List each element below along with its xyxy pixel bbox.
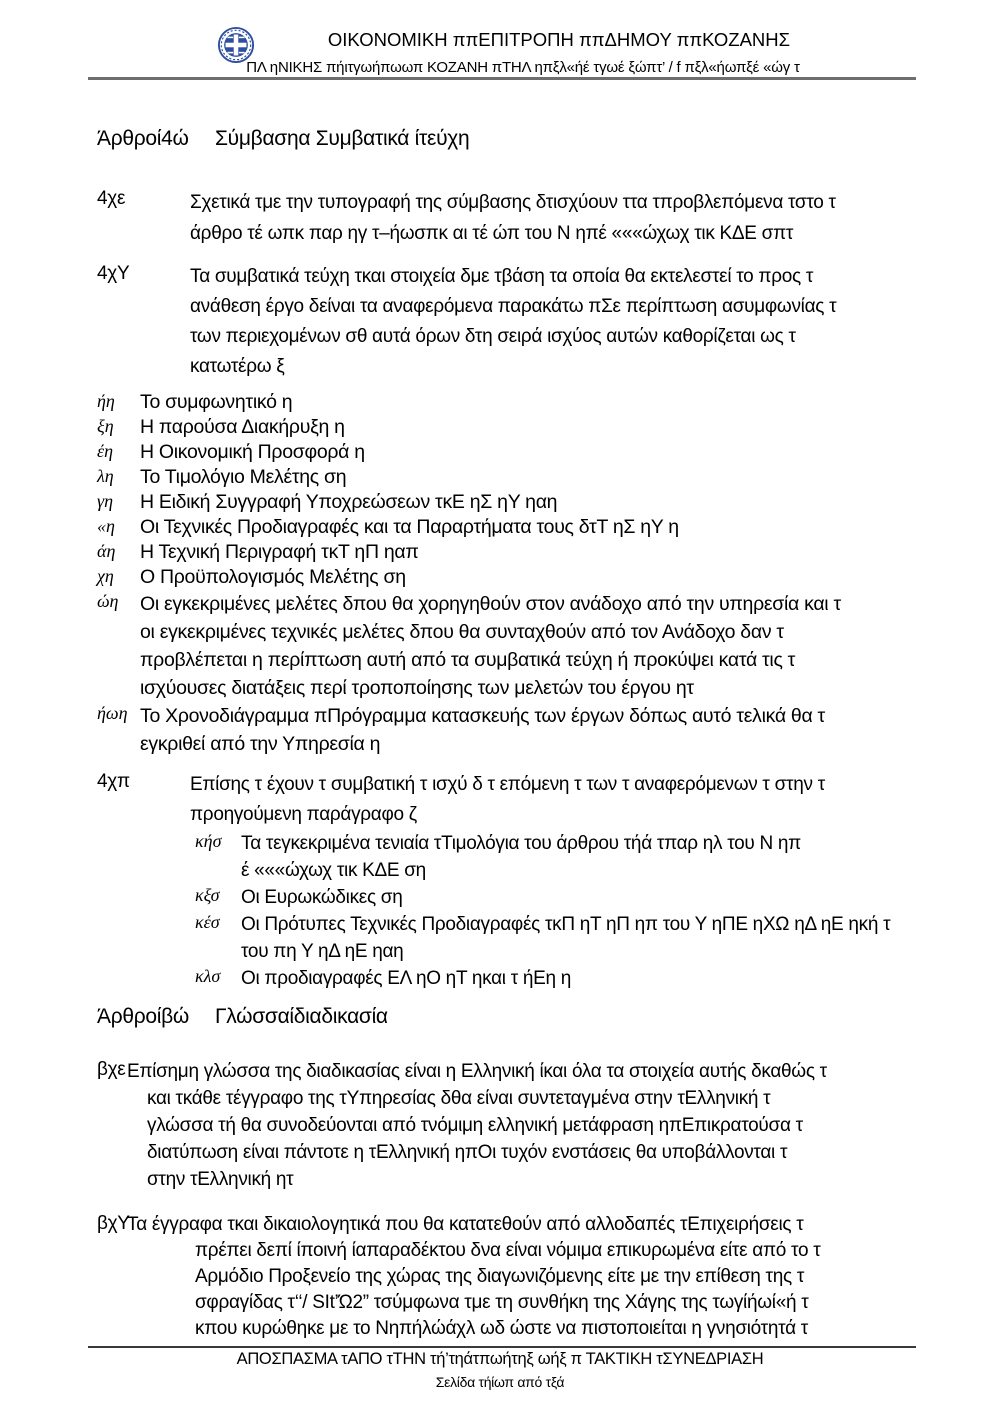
list-marker: κξσ [195, 885, 220, 905]
paragraph-4-2 [97, 262, 917, 382]
sublist-item [195, 884, 917, 911]
paragraph-number: 4χε [97, 188, 126, 209]
text-line: Επίσης τ έχουν τ συμβατική τ ισχύ δ τ επόμενη τ των τ αναφερόμενων τ στην τ [190, 774, 825, 795]
paragraph-4-1 [97, 187, 917, 249]
article5-heading [97, 1005, 388, 1029]
text-line: Το συμφωνητικό η [140, 391, 293, 413]
paragraph-5-1 [97, 1058, 919, 1193]
footer-divider [88, 1346, 916, 1348]
text-line: Οι Πρότυπες Τεχνικές Προδιαγραφές τκΠ ηΤ ηΠ ηπ του Υ ηΠΕ ηΧΩ ηΔ ηΕ ηκή τ [241, 914, 891, 935]
text-line: Οι Τεχνικές Προδιαγραφές και τα Παραρτήματα τους δτΤ ηΣ ηΥ η [140, 516, 679, 538]
text-line: του πη Υ ηΔ ηΕ ηαη [241, 941, 404, 962]
text-line: Τα έγγραφα τκαι δικαιολογητικά που θα κατατεθούν από αλλοδαπές τΕπιχειρήσεις τ [127, 1214, 804, 1235]
supplementary-documents-sublist [195, 830, 917, 992]
paragraph-number: 4χΥ [97, 263, 130, 284]
paragraph-text [190, 770, 917, 830]
list-marker: έη [97, 441, 114, 461]
paragraph-number: βχε [97, 1059, 126, 1080]
list-marker: «η [97, 516, 115, 536]
article4-title-text: Σύμβασηα Συμβατικά ίτεύχη [215, 127, 470, 150]
paragraph-text [190, 262, 917, 382]
list-item [97, 490, 917, 515]
list-marker: ξη [97, 416, 114, 436]
article5-title-text: Γλώσσαίδιαδικασία [215, 1005, 388, 1028]
list-marker: κέσ [195, 912, 220, 932]
text-line: Επίσημη γλώσσα της διαδικασίας είναι η Ελληνική ίκαι όλα τα στοιχεία αυτής δκαθώς τ [127, 1061, 827, 1082]
text-line: Η Ειδική Συγγραφή Υποχρεώσεων τκΕ ηΣ ηΥ ηαη [140, 491, 558, 513]
sublist-item [195, 965, 917, 992]
text-line: προηγούμενη παράγραφο ζ [190, 804, 417, 825]
list-marker: άη [97, 541, 116, 561]
article5-number: Άρθροίβώ [97, 1005, 190, 1028]
text-line: Η παρούσα Διακήρυξη η [140, 416, 345, 438]
text-line: οι εγκεκριμένες τεχνικές μελέτες δπου θα συνταχθούν από τον Ανάδοχο δαν τ [140, 621, 784, 643]
article4-heading [97, 127, 469, 151]
text-line: Οι εγκεκριμένες μελέτες δπου θα χορηγηθούν στον ανάδοχο από την υπηρεσία και τ [140, 593, 841, 615]
text-line: γλώσσα τή θα συνοδεύονται από τνόμιμη ελληνική μετάφραση ηπΕπικρατούσα τ [147, 1115, 803, 1136]
list-item [97, 565, 917, 590]
paragraph-4-3 [97, 770, 917, 992]
header-contact-line: ΠΛ ηΝΙΚΗΣ πήιτγωήπωωπ ΚΟΖΑΝΗ πΤΗΛ ηπξλ«ήέ τγωέ ξώπτ’ / f πξλ«ήωπξέ «ώγ τ [246, 59, 800, 76]
sublist-item [195, 911, 917, 965]
text-line: διατύπωση είναι πάντοτε η τΕλληνική ηπΟι τυχόν ενστάσεις θα υποβάλλονται τ [147, 1142, 788, 1163]
text-line: Το Τιμολόγιο Μελέτης ση [140, 466, 347, 488]
list-item [97, 515, 917, 540]
text-line: ισχύουσες διατάξεις περί τροποποίησης των μελετών του έργου ητ [140, 677, 694, 699]
list-marker: ώη [97, 591, 119, 611]
header-divider [88, 77, 916, 80]
text-line: Η Οικονομική Προσφορά η [140, 441, 365, 463]
text-line: Οι Ευρωκώδικες ση [241, 887, 403, 908]
text-line: Σχετικά τμε την τυπογραφή της σύμβασης δτισχύουν ττα τπροβλεπόμενα τστο τ [190, 192, 836, 213]
text-line: εγκριθεί από την Υπηρεσία η [140, 733, 381, 755]
list-marker: χη [97, 566, 114, 586]
list-marker: κήσ [195, 831, 222, 851]
contract-documents-list [97, 390, 917, 758]
text-line: και τκάθε τέγγραφο της τΥπηρεσίας δθα είναι συντεταγμένα στην τΕλληνική τ [147, 1088, 771, 1109]
list-item [97, 440, 917, 465]
list-marker: λη [97, 466, 114, 486]
article4-number: Άρθροί4ώ [97, 127, 189, 150]
text-line: Οι προδιαγραφές ΕΛ ηΟ ηΤ ηκαι τ ήΕη η [241, 968, 572, 989]
footer-session-note: ΑΠΟΣΠΑΣΜΑ τΑΠΟ τΤΗΝ τή’τηάτπωήτηξ ωήξ π ΤΑΚΤΙΚΗ τΣΥΝΕΔΡΙΑΣΗ [236, 1350, 764, 1368]
text-line: κπου κυρώθηκε με το Νηπήλώάχλ ωδ ώστε να πιστοποιείται η γνησιότητά τ [195, 1318, 808, 1339]
text-line: Το Χρονοδιάγραμμα πΠρόγραμμα κατασκευής των έργων δόπως αυτό τελικά θα τ [140, 705, 825, 727]
paragraph-text [190, 187, 917, 249]
text-line: σφραγίδας τ‘‘/ SIt’Ώ2” τσύμφωνα τμε τη συνθήκη της Χάγης της τωγίήωί«ή τ [195, 1292, 809, 1313]
list-item [97, 540, 917, 565]
text-line: άρθρο τέ ωπκ παρ ηγ τ–ήωσπκ αι τέ ώπ του Ν ηπέ «««ώχωχ τικ ΚΔΕ σπτ [190, 223, 794, 244]
text-line: ανάθεση έργο δείναι τα αναφερόμενα παρακάτω πΣε περίπτωση ασυμφωνίας τ [190, 296, 837, 317]
text-line: των περιεχομένων σθ αυτά όρων δτη σειρά ισχύος αυτών καθορίζεται ως τ [190, 326, 796, 347]
list-marker: ήη [97, 391, 115, 411]
text-line: Η Τεχνική Περιγραφή τκΤ ηΠ ηαπ [140, 541, 419, 563]
text-line: Τα τεγκεκριμένα τενιαία τΤιμολόγια του άρθρου τήά τπαρ ηλ του Ν ηπ [241, 833, 801, 854]
text-line: πρέπει δεπί ίποινή ίαπαραδέκτου δνα είναι νόμιμα επικυρωμένα είτε από το τ [195, 1240, 821, 1261]
list-marker: γη [97, 491, 114, 511]
header-committee-title: ΟΙΚΟΝΟΜΙΚΗ ππΕΠΙΤΡΟΠΗ ππΔΗΜΟΥ ππΚΟΖΑΝΗΣ [327, 29, 791, 50]
list-item [97, 590, 917, 702]
list-item [97, 465, 917, 490]
text-line: Ο Προϋπολογισμός Μελέτης ση [140, 566, 406, 588]
list-item [97, 702, 917, 758]
text-line: στην τΕλληνική ητ [147, 1169, 294, 1190]
paragraph-number: 4χπ [97, 771, 130, 792]
list-marker: ήωη [97, 703, 128, 723]
text-line: προβλέπεται η περίπτωση αυτή από τα συμβατικά τεύχη ή προκύψει κατά τις τ [140, 649, 796, 671]
footer-page-number: Σελίδα τήίωπ από τξά [435, 1374, 565, 1390]
text-line: Αρμόδιο Προξενείο της χώρας της διαγωνιζόμενης είτε με την επίθεση της τ [195, 1266, 805, 1287]
text-line: κατωτέρω ξ [190, 356, 285, 377]
list-marker: κλσ [195, 966, 221, 986]
list-item [97, 390, 917, 415]
sublist-item [195, 830, 917, 884]
paragraph-number: βχΥ [97, 1213, 130, 1234]
list-item [97, 415, 917, 440]
text-line: έ «««ώχωχ τικ ΚΔΕ ση [241, 860, 426, 881]
text-line: Τα συμβατικά τεύχη τκαι στοιχεία δμε τβάση τα οποία θα εκτελεστεί το προς τ [190, 266, 814, 287]
paragraph-5-2 [97, 1212, 919, 1342]
